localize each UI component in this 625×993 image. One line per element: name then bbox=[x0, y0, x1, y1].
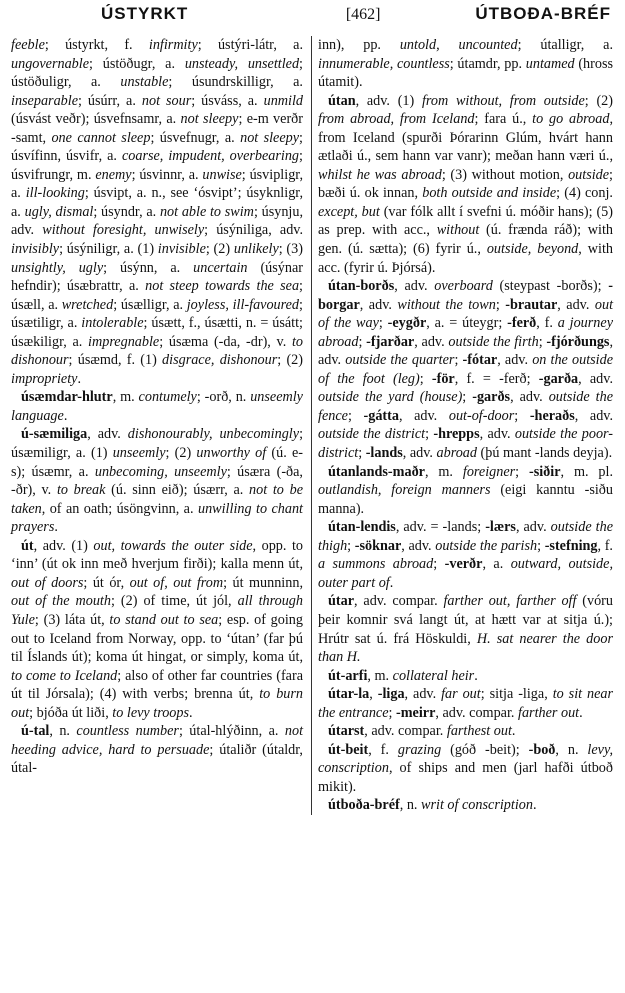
headword: -för bbox=[431, 370, 455, 387]
entry-text: , adv. (1) bbox=[355, 92, 422, 109]
headword: -fjarðar bbox=[366, 333, 415, 350]
dictionary-entry bbox=[318, 685, 613, 722]
entry-text: ; úsýniligr, a. (1) bbox=[59, 241, 158, 258]
gloss-text: outside the fence bbox=[318, 389, 613, 424]
entry-text: ; (2) of time, út jól, bbox=[110, 593, 238, 610]
gloss-text: abroad bbox=[436, 445, 477, 462]
entry-text: , a. = úteygr; bbox=[426, 315, 508, 332]
entry-text: ; út ór, bbox=[83, 574, 130, 591]
entry-text: , adv. bbox=[497, 352, 533, 369]
gloss-text: grazing bbox=[397, 741, 442, 758]
entry-text: , adv. compar. bbox=[435, 704, 519, 721]
entry-text: ; bbox=[495, 296, 506, 313]
gloss-text: out of the way bbox=[318, 296, 614, 332]
entry-text: ; bbox=[462, 389, 473, 406]
entry-text: , f. bbox=[368, 741, 398, 758]
entry-text: ; bbox=[538, 333, 547, 350]
entry-text: ; úsvinnr, a. bbox=[131, 166, 203, 183]
gloss-text: writ of conscription bbox=[421, 797, 533, 814]
gloss-text: not sour bbox=[141, 92, 192, 109]
headword: útan-borðs bbox=[328, 278, 395, 295]
headword: útan bbox=[328, 92, 356, 109]
entry-text: ; úsæmd, f. (1) bbox=[68, 352, 163, 369]
gloss-text: wretched bbox=[61, 296, 114, 313]
gloss-text: joyless, ill-favoured bbox=[186, 296, 300, 313]
entry-text: ; úsvífinn, úsvifr, a. bbox=[11, 129, 303, 165]
headword: -verðr bbox=[444, 556, 483, 573]
entry-text: ; bbox=[515, 463, 529, 480]
entry-text: ; úsvifrungr, m. bbox=[11, 148, 303, 183]
gloss-text: on the outside of the foot (leg) bbox=[318, 352, 613, 387]
entry-text: ; esp. of going out to Iceland from Norway, opp. to ‘útan’ (far þú til Íslands út); koma út hingat, or simply, koma út, bbox=[11, 611, 303, 666]
entry-text: , adv. bbox=[479, 426, 515, 443]
entry-text: ; úsýniliga, adv. bbox=[204, 222, 304, 239]
gloss-text: outlandish, foreign manners bbox=[318, 482, 491, 499]
entry-text: , f. = -ferð; bbox=[454, 370, 539, 387]
gloss-text: to go abroad bbox=[532, 111, 610, 128]
headword: -söknar bbox=[354, 537, 402, 554]
gloss-text: unseemly bbox=[112, 445, 166, 462]
entry-text: , a. bbox=[482, 556, 511, 573]
entry-text: ; út munninn, bbox=[223, 574, 303, 591]
entry-text: , with acc. (fyrir ú. Þjórsá). bbox=[318, 241, 613, 276]
entry-text: ; bbox=[433, 556, 445, 573]
headword: -gátta bbox=[363, 407, 399, 424]
gloss-text: coarse, impudent, overbearing bbox=[121, 148, 300, 165]
entry-text: ; (3) láta út, bbox=[34, 611, 110, 628]
headword: -fjórðungs bbox=[546, 333, 610, 350]
gloss-text: outside the yard (house) bbox=[318, 389, 463, 406]
gloss-text: far out bbox=[441, 686, 481, 703]
headword: -meirr bbox=[396, 704, 436, 721]
gloss-text: disgrace, dishonour bbox=[162, 352, 278, 369]
gloss-text: untold, uncounted bbox=[399, 37, 518, 53]
gloss-text: unlikely bbox=[233, 241, 279, 258]
gloss-text: collateral heir bbox=[392, 667, 475, 684]
entry-text: , adv. bbox=[87, 426, 128, 443]
gloss-text: without the town bbox=[397, 296, 496, 313]
entry-text: inn), pp. bbox=[318, 37, 400, 53]
entry-text: (úsvást veðr); úsvefnsamr, a. bbox=[11, 111, 181, 128]
entry-text: , adv. bbox=[402, 445, 437, 462]
dictionary-entry bbox=[11, 537, 303, 722]
gloss-text: feeble bbox=[11, 37, 45, 53]
headword: út-beit bbox=[328, 741, 369, 758]
entry-text: , bbox=[369, 686, 378, 703]
gloss-text: untamed bbox=[525, 55, 575, 72]
entry-text: ; (2) bbox=[584, 92, 613, 109]
entry-text: , adv. bbox=[578, 370, 613, 387]
headword: útarst bbox=[328, 723, 365, 740]
entry-text: , adv. compar. bbox=[364, 723, 447, 740]
gloss-text: except, but bbox=[318, 203, 380, 220]
entry-text: . bbox=[474, 667, 478, 684]
gloss-text: outward, outside, outer part of bbox=[318, 556, 613, 591]
gloss-text: out of the mouth bbox=[11, 593, 111, 610]
entry-text: , adv. bbox=[404, 686, 442, 703]
headword: út-arfi bbox=[328, 667, 368, 684]
page-number: [462] bbox=[345, 6, 381, 23]
gloss-text: outside the poor-district bbox=[318, 426, 613, 462]
gloss-text: outside, beyond bbox=[486, 241, 579, 258]
left-column bbox=[11, 36, 309, 815]
entry-text: ; sitja -liga, bbox=[480, 686, 553, 703]
gloss-text: not heeding advice, hard to persuade bbox=[11, 723, 304, 758]
entry-text: , m. bbox=[112, 389, 139, 406]
gloss-text: infirmity bbox=[148, 37, 198, 53]
headword: -garða bbox=[538, 370, 579, 387]
gloss-text: unsteady, unsettled bbox=[184, 55, 300, 72]
entry-text: ; bbox=[425, 426, 434, 443]
entry-text: , m. pl. bbox=[560, 463, 613, 480]
entry-text: ; úsæra (-ða, -ðr), v. bbox=[11, 463, 303, 499]
headword: -eygðr bbox=[387, 315, 427, 332]
dictionary-entry bbox=[11, 425, 303, 536]
gloss-text: enemy bbox=[95, 166, 132, 183]
dictionary-entry bbox=[318, 667, 613, 686]
gloss-text: not able to swim bbox=[159, 203, 254, 220]
gloss-text: outside the quarter bbox=[345, 352, 455, 369]
gloss-text: outside the parish bbox=[435, 537, 538, 554]
entry-text: ; úsæma (-da, -dr), v. bbox=[159, 333, 292, 350]
entry-text: ; bbox=[378, 315, 388, 332]
entry-text: , f. bbox=[597, 537, 613, 554]
entry-text: (þú mant -lands deyja). bbox=[476, 445, 613, 462]
headword: útanlands-maðr bbox=[328, 463, 425, 480]
gloss-text: outside the district bbox=[318, 426, 426, 443]
entry-text: ; bæði ú. ok innan, bbox=[318, 166, 613, 202]
gloss-text: outside bbox=[568, 166, 610, 183]
dictionary-entry bbox=[11, 722, 303, 778]
entry-text: ; útaliðr (útaldr, útal- bbox=[11, 741, 303, 777]
entry-text: (úsýnar hefndir); úsæbrattr, a. bbox=[11, 259, 303, 295]
gloss-text: farther out bbox=[518, 704, 580, 721]
entry-text: (vóru þeir komnir svá langt út, at hætt var at sitja ú.); Hrútr sat ú. frá Höskuldi, bbox=[318, 593, 613, 647]
entry-text: ; útamdr, pp. bbox=[449, 55, 526, 72]
gloss-text: whilst he was abroad bbox=[318, 166, 442, 183]
entry-text: , adv. bbox=[359, 296, 398, 313]
gloss-text: impregnable bbox=[88, 333, 160, 350]
entry-text: . bbox=[389, 574, 394, 591]
headword: -heraðs bbox=[529, 407, 575, 424]
entry-text: . bbox=[54, 519, 58, 536]
entry-text: ; bbox=[419, 370, 432, 387]
entry-text: ; úsætiligr, a. bbox=[11, 296, 303, 332]
headword: -lærs bbox=[485, 519, 516, 536]
entry-text: ; bjóða út liði, bbox=[29, 704, 113, 721]
gloss-text: not sleepy bbox=[180, 111, 239, 128]
entry-text: , n. bbox=[555, 741, 588, 758]
entry-text: (góð -beit); bbox=[441, 741, 529, 758]
gloss-text: ungovernable bbox=[11, 55, 90, 72]
entry-text: ; bbox=[514, 407, 530, 424]
entry-text: ; e-m verðr -samt, bbox=[11, 111, 303, 146]
entry-text: (eigi kanntu -siðu manna). bbox=[318, 482, 613, 517]
entry-text: , adv. bbox=[557, 296, 595, 313]
gloss-text: out of, out from bbox=[129, 574, 224, 591]
entry-text: (ú. e-s); úsæmr, a. bbox=[11, 445, 303, 480]
entry-text: ; bbox=[358, 333, 367, 350]
entry-text: , adv. bbox=[318, 333, 613, 369]
entry-text: . bbox=[77, 370, 82, 387]
gloss-text: farther out, farther off bbox=[443, 593, 577, 610]
gloss-text: outside the firth bbox=[448, 333, 539, 350]
gloss-text: farthest out bbox=[446, 723, 512, 740]
entry-text: ; úsælligr, a. bbox=[113, 296, 187, 313]
gloss-text: to burn out bbox=[11, 686, 303, 721]
gloss-text: inseparable bbox=[11, 92, 78, 109]
left-guide-word: ÚSTYRKT bbox=[101, 4, 189, 23]
entry-text: ; (2) bbox=[205, 241, 234, 258]
entry-text: (ú. frænda ráð); with gen. (ú. sætta); (6) fyrir ú., bbox=[318, 222, 613, 258]
gloss-text: a journey abroad bbox=[318, 315, 613, 350]
gloss-text: out, towards the outer side bbox=[93, 537, 253, 554]
headword: ú-sæmiliga bbox=[21, 426, 88, 443]
gloss-text: invisible bbox=[157, 241, 206, 258]
entry-text: ; úsvipt, a. n., see ‘ósvipt’; úsyknligr, a. bbox=[11, 185, 303, 220]
gloss-text: without foresight, unwisely bbox=[42, 222, 205, 239]
gloss-text: from abroad, from Iceland bbox=[318, 111, 475, 128]
entry-text: ; bbox=[347, 537, 355, 554]
gloss-text: overboard bbox=[434, 278, 493, 295]
headword: -hrepps bbox=[433, 426, 480, 443]
entry-text: ; also of other far countries (fara út til Jórsala); (4) with verbs; brenna út, bbox=[11, 667, 303, 703]
gloss-text: unseemly language bbox=[11, 389, 303, 424]
entry-text: ; ústýri-látr, a. bbox=[197, 37, 304, 53]
entry-text: (ú. sinn eið); úsærr, a. bbox=[105, 482, 250, 499]
gloss-text: unmild bbox=[263, 92, 304, 109]
entry-text: ; bbox=[454, 352, 463, 369]
headword: útar bbox=[328, 593, 355, 610]
entry-text: ; (3) without motion, bbox=[441, 166, 569, 183]
dictionary-entry bbox=[318, 36, 613, 92]
headword: -stefning bbox=[544, 537, 598, 554]
dictionary-entry bbox=[318, 796, 613, 815]
headword: -siðir bbox=[528, 463, 561, 480]
entry-text: ; úsynju, adv. bbox=[11, 203, 304, 239]
dictionary-entry bbox=[318, 592, 613, 666]
entry-text: ; úsvefnugr, a. bbox=[150, 129, 241, 146]
entry-text: ; (3) bbox=[278, 241, 303, 258]
gloss-text: to stand out to sea bbox=[109, 611, 219, 628]
entry-text: , adv. compar. bbox=[354, 593, 444, 610]
headword: -brautar bbox=[505, 296, 558, 313]
entry-text: ; útal-hlýðinn, a. bbox=[178, 723, 285, 740]
gloss-text: all through Yule bbox=[11, 593, 303, 628]
entry-text: . bbox=[532, 797, 537, 814]
entry-text: ; bbox=[358, 445, 366, 462]
entry-text: ; útalligr, a. bbox=[517, 37, 613, 53]
entry-text: . bbox=[63, 407, 68, 424]
entry-text: , m. bbox=[424, 463, 463, 480]
gloss-text: without bbox=[436, 222, 480, 239]
gloss-text: unworthy of bbox=[196, 445, 267, 462]
dictionary-entry bbox=[318, 277, 613, 462]
entry-text: , adv. = -lands; bbox=[395, 519, 486, 536]
headword: útar-la bbox=[328, 686, 370, 703]
gloss-text: out of doors bbox=[11, 574, 84, 591]
headword: ú-tal bbox=[21, 723, 50, 740]
entry-text: (steypast -borðs); bbox=[492, 278, 609, 295]
gloss-text: countless number bbox=[76, 723, 179, 740]
two-column-body bbox=[11, 36, 615, 815]
entry-text: ; bbox=[537, 537, 545, 554]
entry-text: ; fara ú., bbox=[474, 111, 533, 128]
headword: -fótar bbox=[462, 352, 498, 369]
dictionary-entry bbox=[318, 92, 613, 277]
entry-text: . bbox=[189, 704, 193, 721]
gloss-text: a summons abroad bbox=[318, 556, 434, 573]
gloss-text: outside the thigh bbox=[318, 519, 613, 554]
gloss-text: out-of-door bbox=[448, 407, 515, 424]
entry-text: , adv. bbox=[398, 407, 449, 424]
gloss-text: both outside and inside bbox=[422, 185, 557, 202]
entry-text: , of ships and men (jarl hafði útboð mikit). bbox=[318, 760, 613, 795]
entry-text: , opp. to ‘inn’ (út ok inn með hverjum firði); kalla menn út, bbox=[11, 537, 303, 573]
entry-text: , from Iceland (spurði Þórarinn Glúm, hvárt hann ætlaði ú., sem hann var vanr); meðan hann væri ú., bbox=[318, 111, 613, 165]
entry-text: , n. bbox=[399, 797, 422, 814]
entry-text: , adv. (1) bbox=[33, 537, 94, 554]
gloss-text: invisibly bbox=[11, 241, 60, 258]
entry-text: ; úsyndr, a. bbox=[93, 203, 160, 220]
gloss-text: one cannot sleep bbox=[51, 129, 151, 146]
dictionary-entry bbox=[318, 722, 613, 741]
gloss-text: ill-looking bbox=[25, 185, 85, 202]
headword: -ferð bbox=[507, 315, 537, 332]
gloss-text: not to be taken bbox=[11, 482, 303, 517]
entry-text: ; úsúrr, a. bbox=[78, 92, 142, 109]
gloss-text: contumely bbox=[138, 389, 197, 406]
gloss-text: to dishonour bbox=[11, 333, 303, 369]
entry-text: ; úsýnn, a. bbox=[103, 259, 194, 276]
entry-text: ; (2) bbox=[165, 445, 197, 462]
entry-text: , of an oath; úsöngvinn, a. bbox=[41, 500, 198, 517]
gloss-text: dishonourably, unbecomingly bbox=[127, 426, 300, 443]
entry-text: , adv. bbox=[401, 537, 436, 554]
entry-text: (hross útamit). bbox=[318, 55, 614, 91]
gloss-text: levy, conscription bbox=[318, 741, 614, 777]
gloss-text: impropriety bbox=[11, 370, 78, 387]
headword: -boð bbox=[528, 741, 556, 758]
entry-text: , adv. bbox=[414, 333, 449, 350]
gloss-text: unwise bbox=[202, 166, 242, 183]
entry-text: ; úsvipligr, a. bbox=[11, 166, 303, 202]
headword: útan-lendis bbox=[328, 519, 396, 536]
entry-text: , adv. bbox=[510, 389, 549, 406]
headword: út bbox=[21, 537, 34, 554]
gloss-text: from without, from outside bbox=[421, 92, 585, 109]
dictionary-entry bbox=[318, 463, 613, 519]
gloss-text: H. sat nearer the door than H. bbox=[318, 630, 613, 666]
gloss-text: not steep towards the sea bbox=[145, 278, 300, 295]
entry-text: ; (2) bbox=[277, 352, 303, 369]
dictionary-entry bbox=[318, 518, 613, 592]
entry-text: , n. bbox=[49, 723, 77, 740]
page-header bbox=[11, 4, 615, 34]
dictionary-entry bbox=[11, 36, 303, 388]
right-column bbox=[311, 36, 613, 815]
dictionary-entry bbox=[11, 388, 303, 425]
entry-text: ; ústyrkt, f. bbox=[44, 37, 149, 53]
entry-text: . bbox=[511, 723, 516, 740]
entry-text: ; (4) conj. bbox=[556, 185, 613, 202]
entry-text: ; úsætt, f., úsætti, n. = úsátt; úsækiligr, a. bbox=[11, 315, 303, 350]
entry-text: ; úsæll, a. bbox=[11, 278, 303, 313]
gloss-text: unsightly, ugly bbox=[11, 259, 104, 276]
entry-text: ; ústöðuligr, a. bbox=[11, 55, 303, 91]
gloss-text: ugly, dismal bbox=[24, 203, 94, 220]
entry-text: , m. bbox=[367, 667, 393, 684]
entry-text: . bbox=[579, 704, 583, 721]
gloss-text: not sleepy bbox=[240, 129, 300, 146]
gloss-text: foreigner bbox=[462, 463, 516, 480]
entry-text: ; úsæmiligr, a. (1) bbox=[11, 426, 304, 462]
headword: -liga bbox=[377, 686, 405, 703]
headword: -borgar bbox=[318, 278, 613, 313]
gloss-text: unbecoming, unseemly bbox=[94, 463, 227, 480]
headword: -lands bbox=[365, 445, 403, 462]
gloss-text: to sit near the entrance bbox=[318, 686, 614, 721]
headword: -garðs bbox=[472, 389, 511, 406]
gloss-text: to break bbox=[56, 482, 106, 499]
gloss-text: unwilling to chant prayers bbox=[11, 500, 303, 536]
entry-text: , f. bbox=[536, 315, 558, 332]
entry-text: ; ústöðugr, a. bbox=[89, 55, 185, 72]
entry-text: , adv. bbox=[515, 519, 551, 536]
entry-text: ; úsundrskilligr, a. bbox=[168, 74, 303, 91]
dictionary-entry bbox=[318, 741, 613, 797]
gloss-text: unstable bbox=[120, 74, 169, 91]
gloss-text: to levy troops bbox=[112, 704, 189, 721]
gloss-text: intolerable bbox=[81, 315, 144, 332]
gloss-text: innumerable, countless bbox=[318, 55, 450, 72]
gloss-text: uncertain bbox=[193, 259, 248, 276]
entry-text: ; -orð, n. bbox=[196, 389, 251, 406]
headword: útboða-bréf bbox=[328, 797, 400, 814]
gloss-text: to come to Iceland bbox=[11, 667, 118, 684]
entry-text: , adv. bbox=[394, 278, 435, 295]
entry-text: ; bbox=[388, 704, 397, 721]
entry-text: ; úsváss, a. bbox=[191, 92, 264, 109]
entry-text: , adv. bbox=[574, 407, 614, 424]
entry-text: (var fólk allt í svefni ú. móðir hans); (5) as prep. with acc., bbox=[318, 203, 613, 239]
right-guide-word: ÚTBOÐA-BRÉF bbox=[475, 4, 611, 23]
headword: úsæmdar-hlutr bbox=[21, 389, 113, 406]
entry-text: ; bbox=[347, 407, 364, 424]
